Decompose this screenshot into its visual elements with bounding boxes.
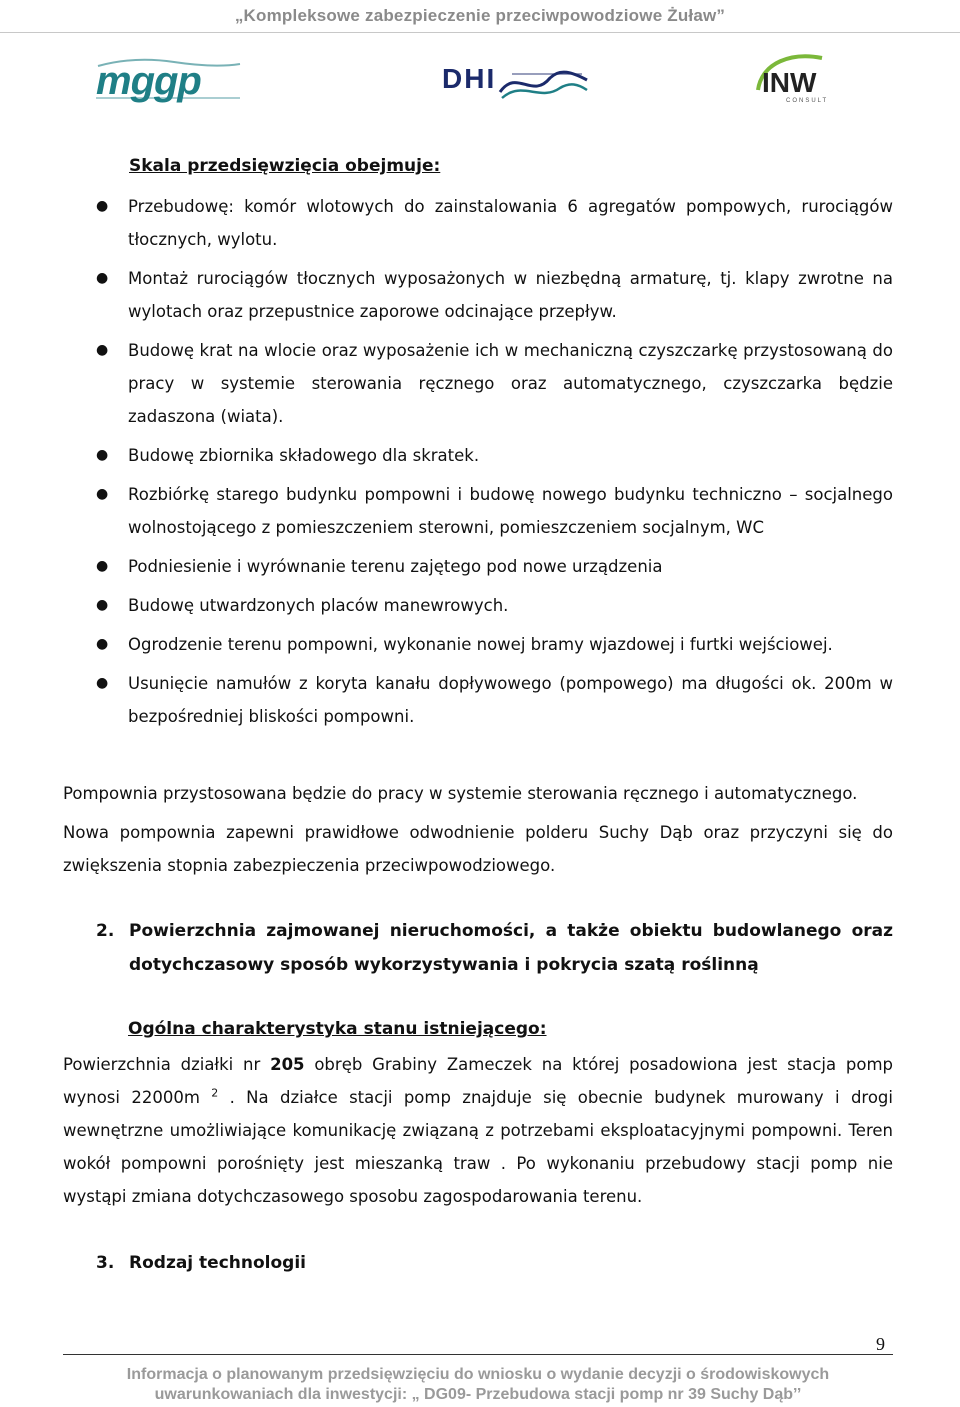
list-item: ● Ogrodzenie terenu pompowni, wykonanie nowej bramy wjazdowej i furtki wejściowej. — [96, 628, 893, 661]
mggp-logo-text: mggp — [96, 59, 201, 103]
scope-list — [96, 190, 893, 739]
inw-logo-subtext: CONSULT — [786, 98, 829, 104]
mggp-logo — [94, 52, 244, 104]
dhi-logo — [442, 62, 592, 102]
page-number: 9 — [876, 1334, 885, 1354]
area-unit-exponent: 2 — [211, 1086, 219, 1100]
list-item: ● Podniesienie i wyrównanie terenu zajętego pod nowe urządzenia — [96, 550, 893, 583]
bullet-icon: ● — [96, 270, 109, 286]
inw-logo — [752, 50, 844, 106]
paragraph-pump-control: Pompownia przystosowana będzie do pracy w systemie sterowania ręcznego i automatycznego. — [63, 784, 858, 803]
inw-logo-text: INW — [762, 67, 817, 98]
list-item: ● Budowę krat na wlocie oraz wyposażenie ich w mechaniczną czyszczarkę przystosowaną do pracy w systemie sterowania ręcznego oraz automatycznego, czyszczarka będzie zadaszona (wiata). — [96, 334, 893, 433]
bullet-icon: ● — [96, 636, 109, 652]
section-2-heading — [96, 914, 893, 982]
header-divider — [0, 32, 960, 33]
footer-text — [63, 1365, 893, 1405]
list-item: ● Usunięcie namułów z koryta kanału dopływowego (pompowego) ma długości ok. 200m w bezpośredniej bliskości pompowni. — [96, 667, 893, 733]
footer-line-1: Informacja o planowanym przedsięwzięciu do wniosku o wydanie decyzji o środowiskowych — [126, 1366, 830, 1383]
bullet-icon: ● — [96, 675, 109, 691]
paragraph-plot-description: Powierzchnia działki nr 205 obręb Grabiny Zameczek na której posadowiona jest stacja pomp wynosi 22000m $^2$ . Na działce stacji pomp znajduje się obecnie budynek murowany i drogi wewnętrzne umożliwiające komunikację związaną z potrzebami eksploatacyjnymi pompowni. Teren wokół pompowni porośnięty jest mieszanką traw . Po wykonaniu przebudowy stacji pomp nie wystąpi zmiana dotychczasowego sposobu zagospodarowania terenu. — [63, 1055, 893, 1206]
section-3-heading — [96, 1246, 893, 1280]
general-heading: Ogólna charakterystyka stanu istniejącego: — [128, 1019, 547, 1039]
paragraph-drainage: Nowa pompownia zapewni prawidłowe odwodnienie polderu Suchy Dąb oraz przyczyni się do zwiększenia stopnia zabezpieczenia przeciwpowodziowego. — [63, 823, 893, 875]
list-item: ● Przebudowę: komór wlotowych do zainstalowania 6 agregatów pompowych, rurociągów tłocznych, wylotu. — [96, 190, 893, 256]
list-item: ● Montaż rurociągów tłocznych wyposażonych w niezbędną armaturę, tj. klapy zwrotne na wylotach oraz przepustnice zaporowe odcinające przepływ. — [96, 262, 893, 328]
bullet-icon: ● — [96, 558, 109, 574]
section-2-title: Powierzchnia zajmowanej nieruchomości, a także obiektu budowlanego oraz dotychczasowy sposób wykorzystywania i pokrycia szatą roślinną — [129, 921, 893, 975]
section-3-title: Rodzaj technologii — [129, 1253, 306, 1273]
bullet-icon: ● — [96, 597, 109, 613]
list-item: ● Budowę zbiornika składowego dla skratek. — [96, 439, 893, 472]
bullet-icon: ● — [96, 486, 109, 502]
bullet-icon: ● — [96, 342, 109, 358]
footer-divider — [63, 1354, 893, 1355]
footer-line-2: uwarunkowaniach dla inwestycji: „ DG09- Przebudowa stacji pomp nr 39 Suchy Dąb’’ — [154, 1386, 802, 1403]
plot-number: 205 — [270, 1055, 305, 1074]
list-item: ● Budowę utwardzonych placów manewrowych. — [96, 589, 893, 622]
section-2-number: 2. — [96, 921, 115, 941]
section-3-number: 3. — [96, 1253, 115, 1273]
header-title: „Kompleksowe zabezpieczenie przeciwpowodziowe Żuław” — [234, 6, 726, 25]
dhi-logo-text: DHI — [442, 63, 497, 94]
list-item: ● Rozbiórkę starego budynku pompowni i budowę nowego budynku techniczno – socjalnego wolnostojącego z pomieszczeniem sterowni, pomieszczeniem socjalnym, WC — [96, 478, 893, 544]
bullet-icon: ● — [96, 447, 109, 463]
scope-heading: Skala przedsięwzięcia obejmuje: — [129, 156, 441, 176]
bullet-icon: ● — [96, 198, 109, 214]
